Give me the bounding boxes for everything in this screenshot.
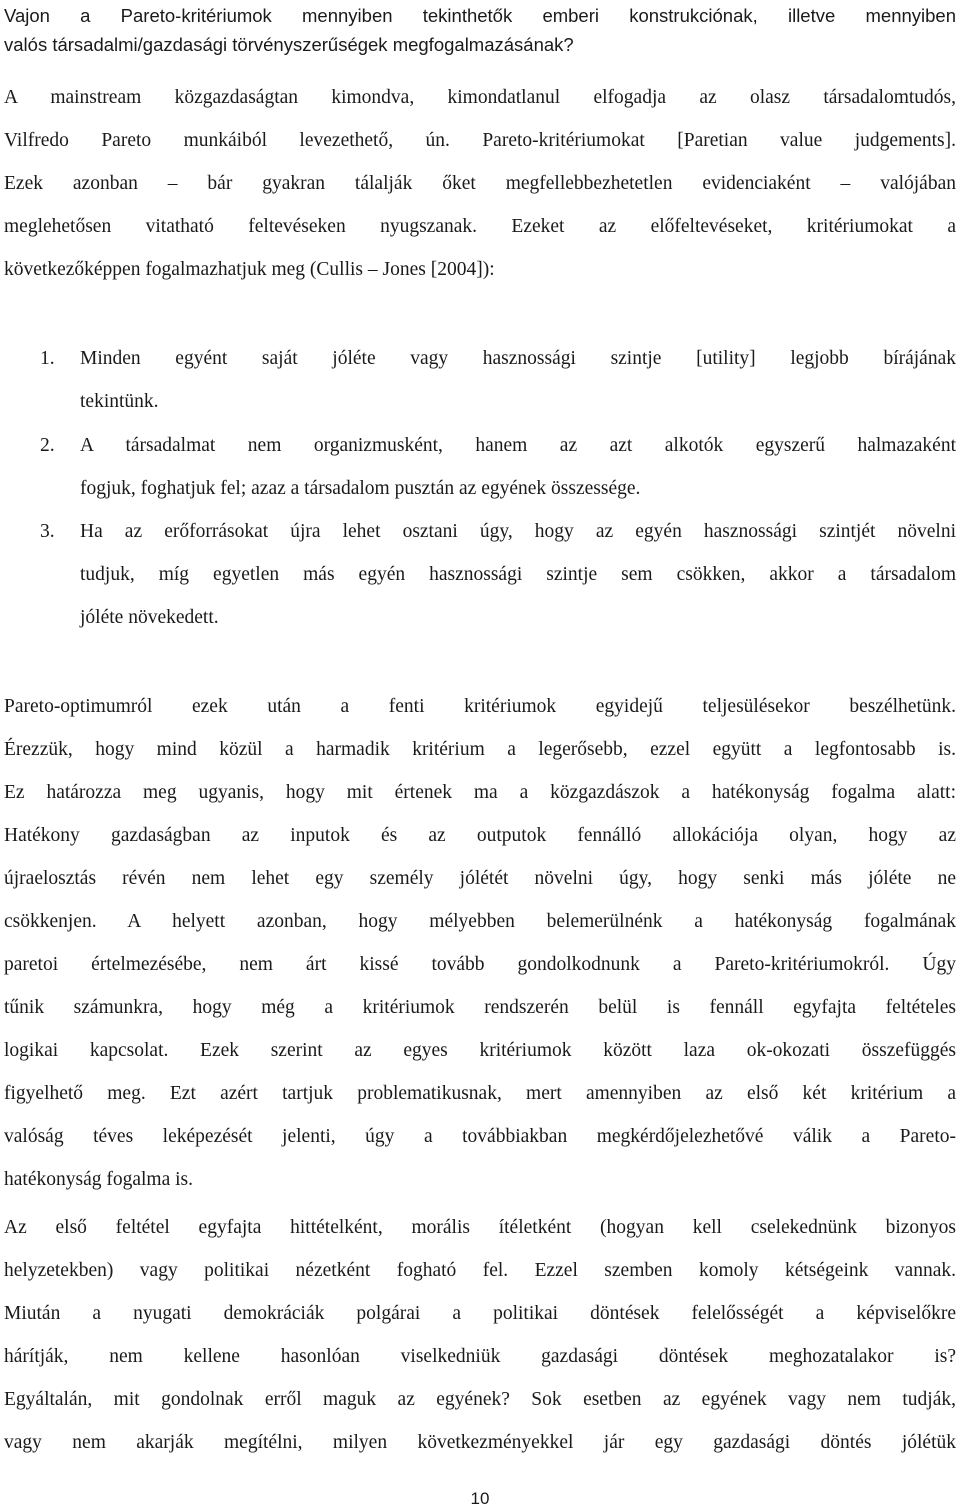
text-line: logikai kapcsolat. Ezek szerint az egyes kritériumok között laza ok-okozati összefüggés	[4, 1040, 956, 1061]
text-line: hatékonyság fogalma is.	[4, 1169, 193, 1190]
text-line: következőképpen fogalmazhatjuk meg (Cullis – Jones [2004]):	[4, 259, 495, 280]
text-line: tűnik számunkra, hogy még a kritériumok rendszerén belül is fennáll egyfajta feltételes	[4, 997, 956, 1018]
text-line: Miután a nyugati demokráciák polgárai a politikai döntések felelősségét a képviselőkre	[4, 1303, 956, 1324]
list-number: 1.	[40, 348, 55, 369]
text-line: csökkenjen. A helyett azonban, hogy mélyebben belemerülnénk a hatékonyság fogalmának	[4, 911, 956, 932]
text-line: újraelosztás révén nem lehet egy személy jólétét növelni úgy, hogy senki más jóléte ne	[4, 868, 956, 889]
text-line: tekintünk.	[80, 391, 159, 412]
text-line: tudjuk, míg egyetlen más egyén hasznossági szintje sem csökken, akkor a társadalom	[80, 564, 956, 585]
text-line: Ha az erőforrásokat újra lehet osztani úgy, hogy az egyén hasznossági szintjét növelni	[80, 521, 956, 542]
list-number: 3.	[40, 521, 55, 542]
text-line: meglehetősen vitatható feltevéseken nyugszanak. Ezeket az előfeltevéseket, kritériumokat a	[4, 216, 956, 237]
text-line: Vilfredo Pareto munkáiból levezethető, ún. Pareto-kritériumokat [Paretian value judgements].	[4, 130, 956, 151]
text-line: valóság téves leképezését jelenti, úgy a továbbiakban megkérdőjelezhetővé válik a Pareto-	[4, 1126, 956, 1147]
text-line: fogjuk, foghatjuk fel; azaz a társadalom pusztán az egyének összessége.	[80, 478, 641, 499]
text-line: valós társadalmi/gazdasági törvényszerűségek megfogalmazásának?	[4, 34, 574, 55]
text-line: Ezek azonban – bár gyakran tálalják őket megfellebbezhetetlen evidenciaként – valójában	[4, 173, 956, 194]
text-line: A társadalmat nem organizmusként, hanem az azt alkotók egyszerű halmazaként	[80, 435, 956, 456]
text-line: Ez határozza meg ugyanis, hogy mit értenek ma a közgazdászok a hatékonyság fogalma alatt:	[4, 782, 956, 803]
text-line: vagy nem akarják megítélni, milyen következményekkel jár egy gazdasági döntés jólétük	[4, 1432, 956, 1453]
text-line: Pareto-optimumról ezek után a fenti kritériumok egyidejű teljesülésekor beszélhetünk.	[4, 696, 956, 717]
text-line: Érezzük, hogy mind közül a harmadik kritérium a legerősebb, ezzel együtt a legfontosabb is.	[4, 739, 956, 760]
text-line: Minden egyént saját jóléte vagy hasznossági szintje [utility] legjobb bírájának	[80, 348, 956, 369]
text-line: paretoi értelmezésébe, nem árt kissé tovább gondolkodnunk a Pareto-kritériumokról. Úgy	[4, 954, 956, 975]
text-line: A mainstream közgazdaságtan kimondva, kimondatlanul elfogadja az olasz társadalomtudós,	[4, 87, 956, 108]
text-line: Vajon a Pareto-kritériumok mennyiben tekinthetők emberi konstrukciónak, illetve mennyiben	[4, 5, 956, 26]
text-line: jóléte növekedett.	[80, 607, 219, 628]
text-line: Az első feltétel egyfajta hittételként, morális ítéletként (hogyan kell cselekednünk bizonyos	[4, 1217, 956, 1238]
text-line: Hatékony gazdaságban az inputok és az outputok fennálló allokációja olyan, hogy az	[4, 825, 956, 846]
text-line: hárítják, nem kellene hasonlóan viselkedniük gazdasági döntések meghozatalakor is?	[4, 1346, 956, 1367]
page-number: 10	[470, 1489, 490, 1508]
text-line: Egyáltalán, mit gondolnak erről maguk az egyének? Sok esetben az egyének vagy nem tudják,	[4, 1389, 956, 1410]
text-line: figyelhető meg. Ezt azért tartjuk problematikusnak, mert amennyiben az első két kritérium a	[4, 1083, 956, 1104]
text-line: helyzetekben) vagy politikai nézetként fogható fel. Ezzel szemben komoly kétségeink vannak.	[4, 1260, 956, 1281]
list-number: 2.	[40, 435, 55, 456]
